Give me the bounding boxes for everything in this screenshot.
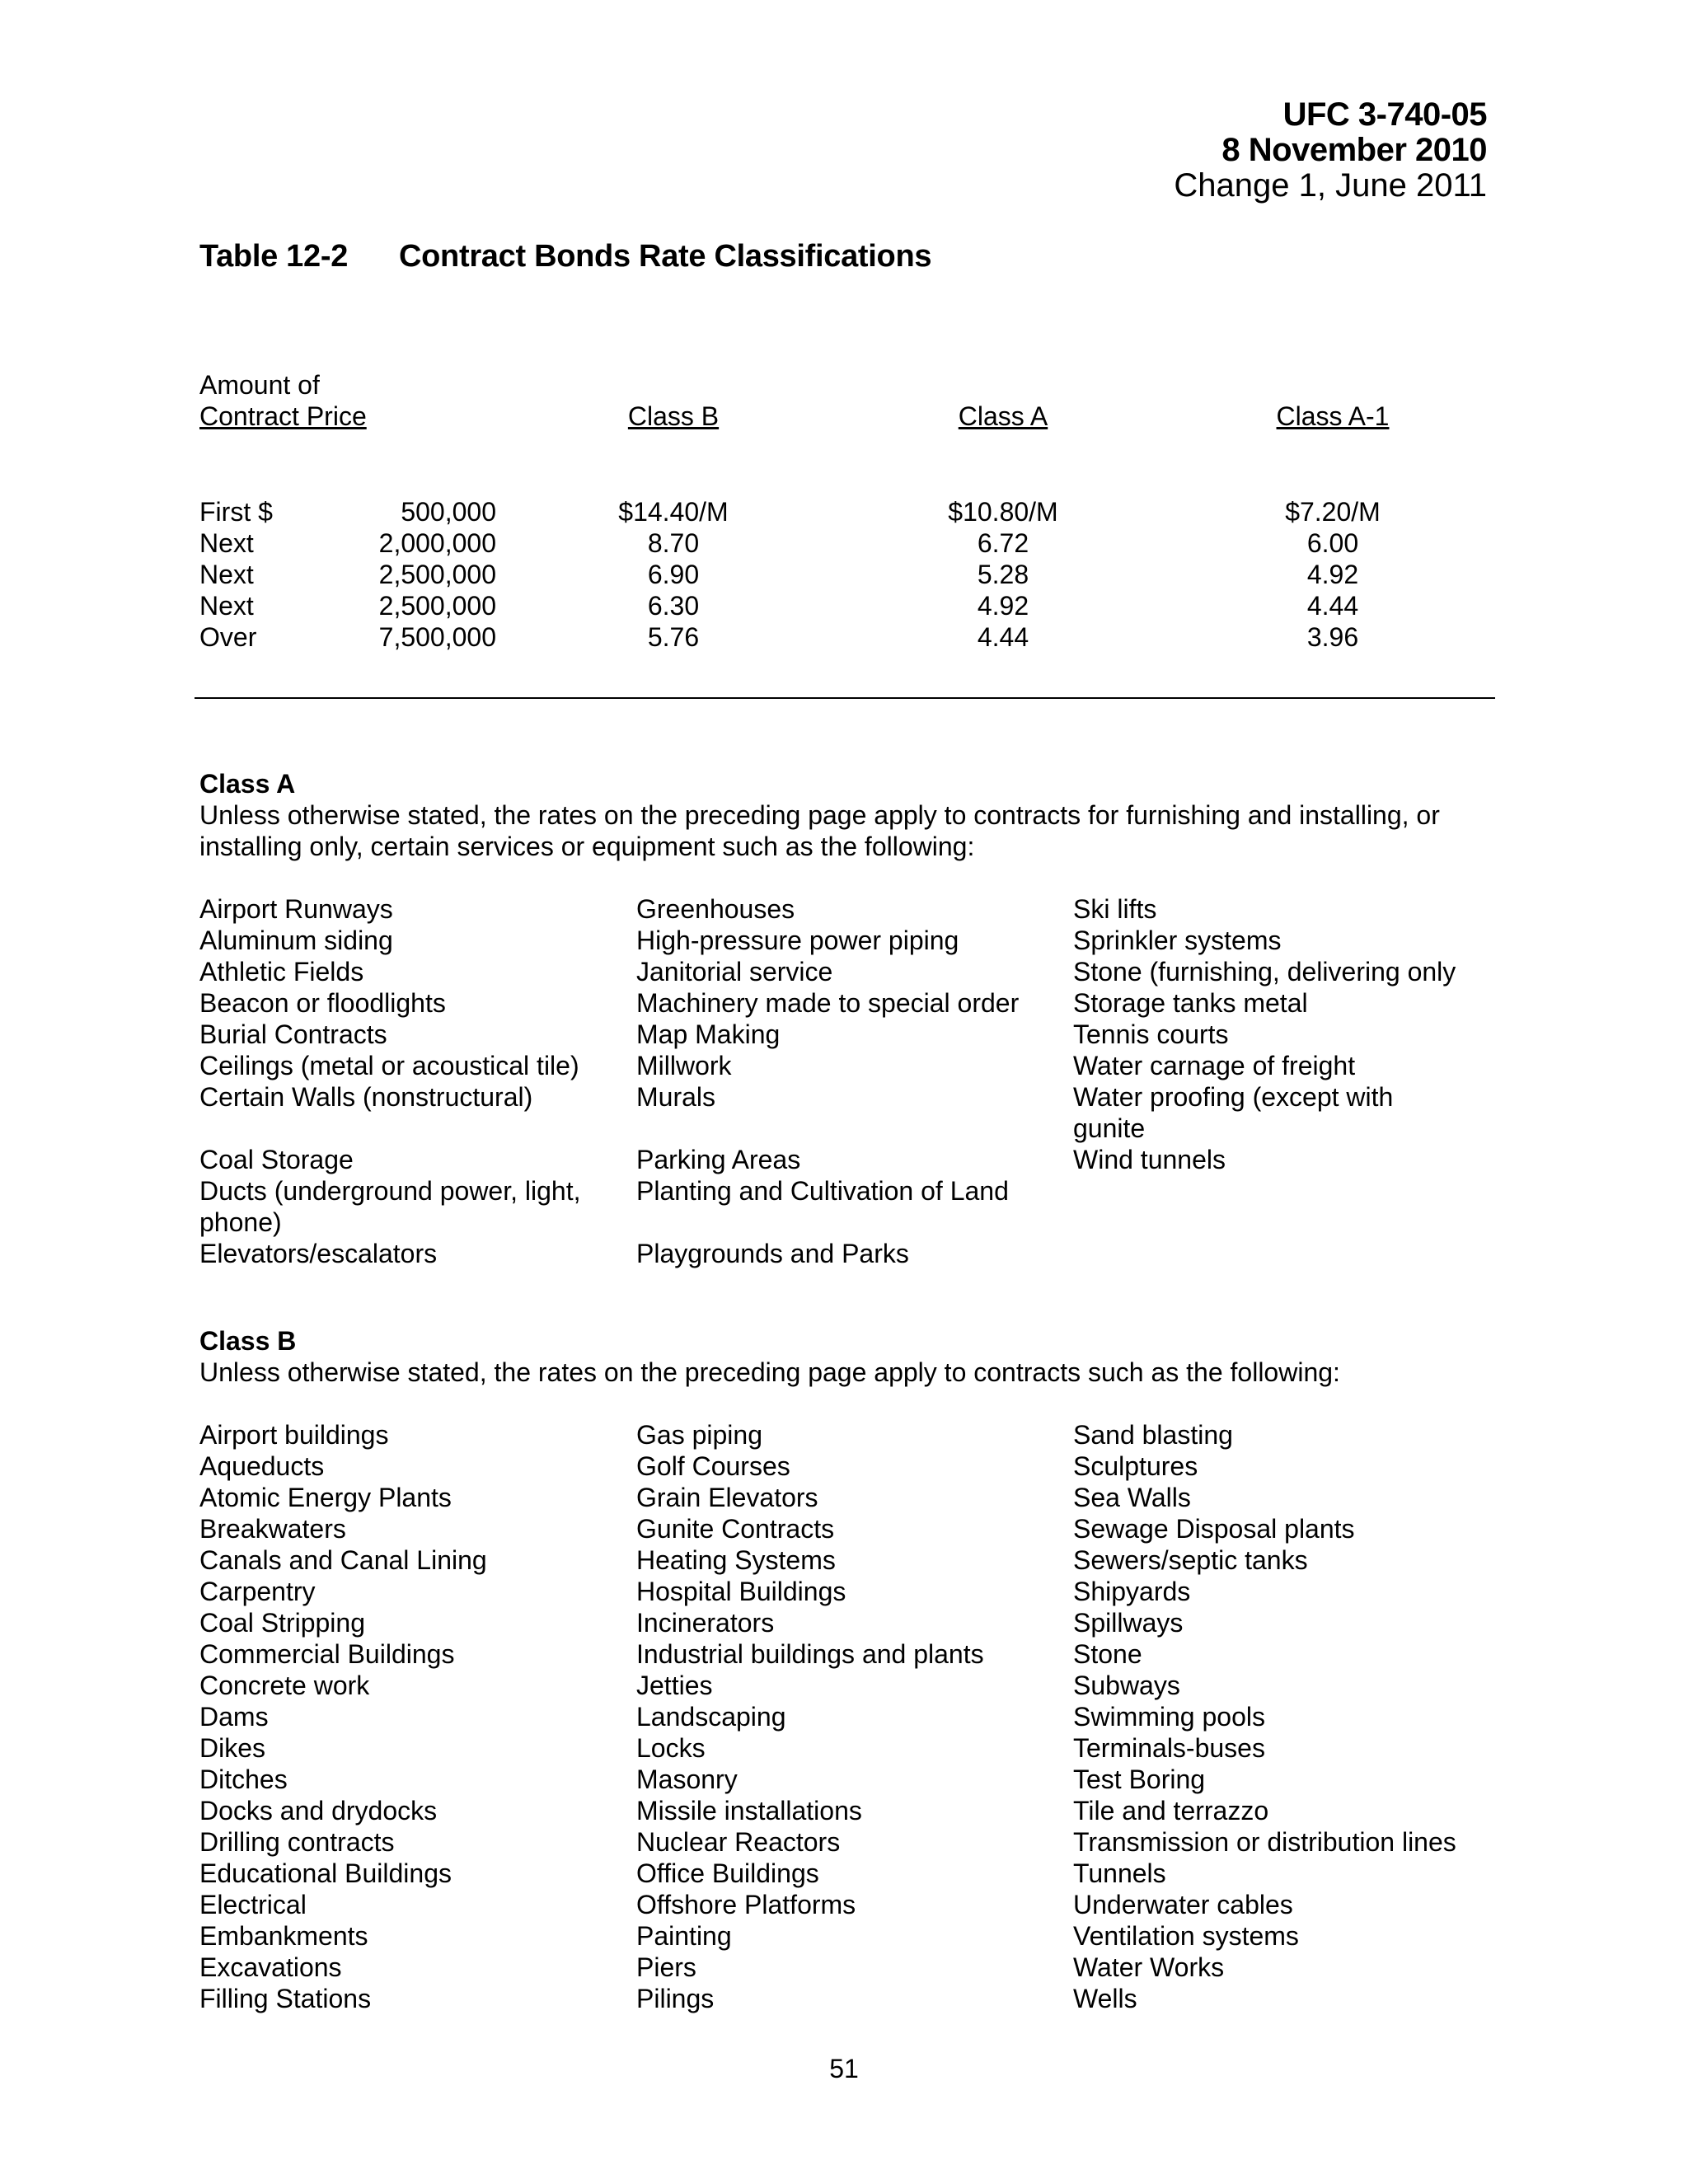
col-header-class-b: Class B bbox=[627, 401, 720, 431]
row-class-a: $10.80/M bbox=[948, 497, 1058, 527]
list-item: Heating Systems bbox=[636, 1545, 836, 1575]
list-item: Shipyards bbox=[1073, 1577, 1191, 1606]
list-item: Sprinkler systems bbox=[1073, 926, 1282, 955]
document-header bbox=[1174, 97, 1487, 204]
list-item: Excavations bbox=[199, 1952, 342, 1982]
class-a-intro: Unless otherwise stated, the rates on the preceding page apply to contracts for furnishing and installing, or installing only, certain services or equipment such as the following: bbox=[199, 800, 1440, 861]
row-class-a1: 3.96 bbox=[1306, 622, 1359, 652]
table-bottom-rule bbox=[195, 697, 1495, 699]
row-label: Over bbox=[199, 622, 257, 652]
row-class-a: 6.72 bbox=[977, 528, 1029, 558]
list-item: Dikes bbox=[199, 1733, 266, 1763]
list-item: Gas piping bbox=[636, 1420, 762, 1450]
list-item: Playgrounds and Parks bbox=[636, 1239, 909, 1268]
list-item: Jetties bbox=[636, 1671, 713, 1700]
class-b-list-col3 bbox=[1073, 1419, 1502, 2014]
row-class-b: 8.70 bbox=[647, 528, 700, 558]
class-a-heading: Class A bbox=[199, 769, 296, 799]
list-item: Tennis courts bbox=[1073, 1019, 1229, 1049]
page-number: 51 bbox=[829, 2054, 859, 2083]
list-item: Greenhouses bbox=[636, 894, 795, 924]
list-item: Airport buildings bbox=[199, 1420, 389, 1450]
list-item: Ditches bbox=[199, 1765, 288, 1794]
list-item: Stone (furnishing, delivering only bbox=[1073, 957, 1456, 987]
class-a-list-col2 bbox=[636, 893, 1048, 1269]
list-item: Water proofing (except with gunite bbox=[1073, 1082, 1394, 1143]
list-item: Breakwaters bbox=[199, 1514, 346, 1544]
list-item: Swimming pools bbox=[1073, 1702, 1265, 1732]
class-b-heading: Class B bbox=[199, 1326, 297, 1356]
list-item: Janitorial service bbox=[636, 957, 833, 987]
table-number: Table 12-2 bbox=[199, 239, 349, 274]
list-item: Athletic Fields bbox=[199, 957, 364, 987]
list-item: Planting and Cultivation of Land bbox=[636, 1176, 1009, 1206]
list-item: Gunite Contracts bbox=[636, 1514, 835, 1544]
list-item: Sewers/septic tanks bbox=[1073, 1545, 1308, 1575]
list-item: Embankments bbox=[199, 1921, 368, 1951]
list-item: Landscaping bbox=[636, 1702, 786, 1732]
col-header-contract-price: Contract Price bbox=[199, 401, 367, 431]
list-item: Missile installations bbox=[636, 1796, 862, 1825]
list-item: Grain Elevators bbox=[636, 1483, 818, 1512]
list-item: Water carnage of freight bbox=[1073, 1051, 1356, 1080]
list-item: Test Boring bbox=[1073, 1765, 1206, 1794]
list-item: Painting bbox=[636, 1921, 732, 1951]
list-item: Filling Stations bbox=[199, 1984, 372, 2013]
row-class-a1: 4.92 bbox=[1306, 560, 1359, 589]
list-item: Parking Areas bbox=[636, 1145, 801, 1174]
list-item: Concrete work bbox=[199, 1671, 370, 1700]
row-amount: 2,500,000 bbox=[378, 560, 496, 589]
list-item: Ducts (underground power, light, phone) bbox=[199, 1176, 581, 1237]
list-item: High-pressure power piping bbox=[636, 926, 959, 955]
list-item: Coal Stripping bbox=[199, 1608, 365, 1638]
document-change: Change 1, June 2011 bbox=[1174, 167, 1487, 204]
list-item: Tile and terrazzo bbox=[1073, 1796, 1269, 1825]
table-name: Contract Bonds Rate Classifications bbox=[399, 239, 932, 274]
document-id: UFC 3-740-05 bbox=[1282, 96, 1487, 133]
list-item: Burial Contracts bbox=[199, 1019, 387, 1049]
list-item: Beacon or floodlights bbox=[199, 988, 446, 1018]
list-item: Stone bbox=[1073, 1639, 1142, 1669]
list-item: Golf Courses bbox=[636, 1451, 790, 1481]
list-item: Sculptures bbox=[1073, 1451, 1198, 1481]
list-item: Tunnels bbox=[1073, 1858, 1166, 1888]
table-title bbox=[199, 239, 931, 274]
list-item: Docks and drydocks bbox=[199, 1796, 438, 1825]
class-b-list-col2 bbox=[636, 1419, 1048, 2014]
class-b-list-col1 bbox=[199, 1419, 612, 2014]
row-class-a: 4.92 bbox=[977, 591, 1029, 621]
list-item: Wind tunnels bbox=[1073, 1145, 1226, 1174]
list-item: Locks bbox=[636, 1733, 706, 1763]
row-amount: 2,500,000 bbox=[378, 591, 496, 621]
list-spacer bbox=[199, 1113, 612, 1144]
row-class-a: 5.28 bbox=[977, 560, 1029, 589]
col-header-class-a1: Class A-1 bbox=[1276, 401, 1390, 431]
list-item: Offshore Platforms bbox=[636, 1890, 856, 1919]
list-item: Carpentry bbox=[199, 1577, 316, 1606]
list-item: Ceilings (metal or acoustical tile) bbox=[199, 1051, 579, 1080]
row-label: Next bbox=[199, 528, 254, 558]
col-header-amount-of: Amount of bbox=[199, 370, 320, 400]
list-item: Ski lifts bbox=[1073, 894, 1157, 924]
row-amount: 2,000,000 bbox=[378, 528, 496, 558]
list-item: Murals bbox=[636, 1082, 716, 1112]
col-header-class-a: Class A bbox=[958, 401, 1048, 431]
list-item: Sand blasting bbox=[1073, 1420, 1233, 1450]
list-item: Storage tanks metal bbox=[1073, 988, 1308, 1018]
list-item: Airport Runways bbox=[199, 894, 393, 924]
list-item: Industrial buildings and plants bbox=[636, 1639, 984, 1669]
list-item: Electrical bbox=[199, 1890, 307, 1919]
list-item: Millwork bbox=[636, 1051, 732, 1080]
list-item: Educational Buildings bbox=[199, 1858, 452, 1888]
row-label: Next bbox=[199, 591, 254, 621]
list-item: Commercial Buildings bbox=[199, 1639, 455, 1669]
row-class-a: 4.44 bbox=[977, 622, 1029, 652]
row-class-b: $14.40/M bbox=[618, 497, 729, 527]
list-item: Machinery made to special order bbox=[636, 988, 1020, 1018]
row-class-b: 5.76 bbox=[647, 622, 700, 652]
list-item: Map Making bbox=[636, 1019, 781, 1049]
row-label: First $ bbox=[199, 497, 273, 527]
list-item: Dams bbox=[199, 1702, 269, 1732]
list-item: Pilings bbox=[636, 1984, 715, 2013]
list-item: Piers bbox=[636, 1952, 696, 1982]
list-item: Hospital Buildings bbox=[636, 1577, 846, 1606]
list-item: Transmission or distribution lines bbox=[1073, 1827, 1456, 1857]
list-item: Office Buildings bbox=[636, 1858, 819, 1888]
class-b-intro: Unless otherwise stated, the rates on the preceding page apply to contracts such as the following: bbox=[199, 1357, 1340, 1387]
list-item: Nuclear Reactors bbox=[636, 1827, 841, 1857]
list-item: Masonry bbox=[636, 1765, 738, 1794]
row-amount: 7,500,000 bbox=[378, 622, 496, 652]
list-item: Aqueducts bbox=[199, 1451, 325, 1481]
list-item: Certain Walls (nonstructural) bbox=[199, 1082, 533, 1112]
row-label: Next bbox=[199, 560, 254, 589]
list-item: Drilling contracts bbox=[199, 1827, 395, 1857]
list-item: Sewage Disposal plants bbox=[1073, 1514, 1355, 1544]
list-item: Ventilation systems bbox=[1073, 1921, 1299, 1951]
list-item: Aluminum siding bbox=[199, 926, 393, 955]
class-a-list-col1 bbox=[199, 893, 612, 1269]
row-class-b: 6.90 bbox=[647, 560, 700, 589]
row-class-a1: 6.00 bbox=[1306, 528, 1359, 558]
list-spacer bbox=[636, 1113, 1048, 1144]
row-class-a1: $7.20/M bbox=[1285, 497, 1381, 527]
list-item: Elevators/escalators bbox=[199, 1239, 438, 1268]
list-item: Coal Storage bbox=[199, 1145, 354, 1174]
class-a-list-col3 bbox=[1073, 893, 1502, 1175]
list-item: Atomic Energy Plants bbox=[199, 1483, 452, 1512]
list-item: Wells bbox=[1073, 1984, 1137, 2013]
row-class-a1: 4.44 bbox=[1306, 591, 1359, 621]
row-class-b: 6.30 bbox=[647, 591, 700, 621]
list-item: Incinerators bbox=[636, 1608, 775, 1638]
list-spacer bbox=[636, 1207, 1048, 1238]
list-item: Underwater cables bbox=[1073, 1890, 1293, 1919]
list-item: Spillways bbox=[1073, 1608, 1184, 1638]
list-item: Water Works bbox=[1073, 1952, 1225, 1982]
row-amount: 500,000 bbox=[401, 497, 496, 527]
document-date: 8 November 2010 bbox=[1221, 132, 1487, 168]
list-item: Canals and Canal Lining bbox=[199, 1545, 487, 1575]
list-item: Sea Walls bbox=[1073, 1483, 1191, 1512]
list-item: Subways bbox=[1073, 1671, 1180, 1700]
list-item: Terminals-buses bbox=[1073, 1733, 1265, 1763]
